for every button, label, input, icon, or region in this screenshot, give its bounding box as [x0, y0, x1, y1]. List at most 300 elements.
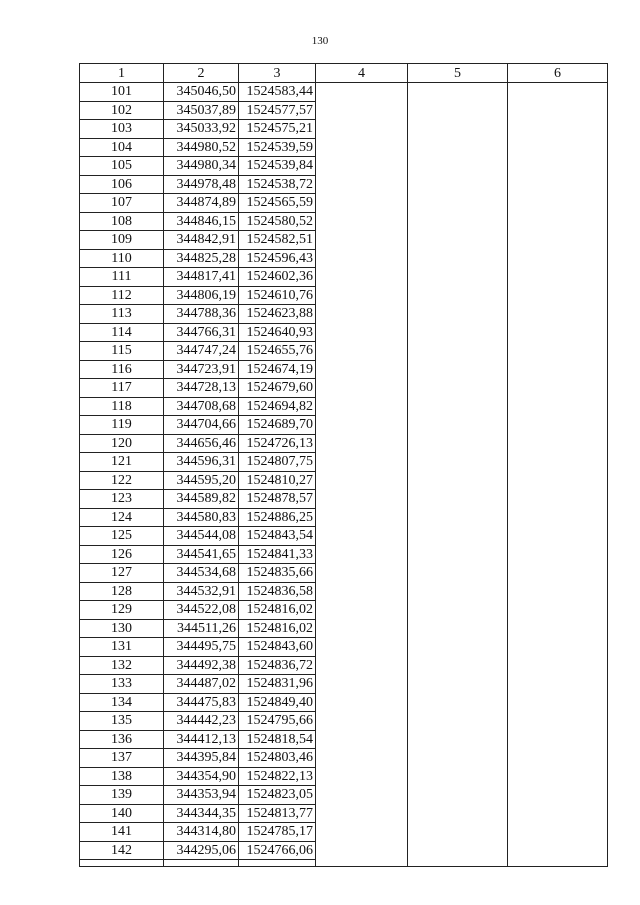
x-coordinate-cell: 344541,65 [164, 545, 239, 564]
empty-cell [239, 860, 316, 867]
empty-cell [408, 527, 508, 546]
y-coordinate-cell: 1524694,82 [239, 397, 316, 416]
empty-cell [408, 286, 508, 305]
y-coordinate-cell: 1524538,72 [239, 175, 316, 194]
table-row [80, 101, 608, 120]
point-number-cell: 135 [80, 712, 164, 731]
y-coordinate-cell: 1524610,76 [239, 286, 316, 305]
empty-cell [316, 786, 408, 805]
empty-cell [316, 527, 408, 546]
table-body [80, 83, 608, 867]
empty-cell [508, 693, 608, 712]
x-coordinate-cell: 344442,23 [164, 712, 239, 731]
point-number-cell: 134 [80, 693, 164, 712]
table-row [80, 379, 608, 398]
empty-cell [316, 841, 408, 860]
point-number-cell: 105 [80, 157, 164, 176]
x-coordinate-cell: 344723,91 [164, 360, 239, 379]
x-coordinate-cell: 344589,82 [164, 490, 239, 509]
table-row [80, 527, 608, 546]
empty-cell [408, 471, 508, 490]
x-coordinate-cell: 344580,83 [164, 508, 239, 527]
empty-cell [508, 342, 608, 361]
y-coordinate-cell: 1524602,36 [239, 268, 316, 287]
empty-cell [316, 397, 408, 416]
page-number: 130 [311, 35, 329, 47]
empty-cell [508, 471, 608, 490]
table-row [80, 194, 608, 213]
x-coordinate-cell: 344314,80 [164, 823, 239, 842]
empty-cell [316, 434, 408, 453]
x-coordinate-cell: 344817,41 [164, 268, 239, 287]
empty-cell [164, 860, 239, 867]
table-row [80, 157, 608, 176]
table-row [80, 508, 608, 527]
x-coordinate-cell: 344656,46 [164, 434, 239, 453]
table-row [80, 175, 608, 194]
empty-cell [508, 823, 608, 842]
empty-cell [316, 157, 408, 176]
point-number-cell: 113 [80, 305, 164, 324]
empty-cell [408, 360, 508, 379]
point-number-cell: 102 [80, 101, 164, 120]
empty-cell [408, 249, 508, 268]
empty-cell [408, 582, 508, 601]
empty-cell [508, 786, 608, 805]
y-coordinate-cell: 1524813,77 [239, 804, 316, 823]
table-row [80, 323, 608, 342]
y-coordinate-cell: 1524843,54 [239, 527, 316, 546]
empty-cell [316, 767, 408, 786]
y-coordinate-cell: 1524596,43 [239, 249, 316, 268]
empty-cell [408, 434, 508, 453]
table-row [80, 305, 608, 324]
y-coordinate-cell: 1524689,70 [239, 416, 316, 435]
point-number-cell: 123 [80, 490, 164, 509]
empty-cell [508, 527, 608, 546]
y-coordinate-cell: 1524807,75 [239, 453, 316, 472]
x-coordinate-cell: 344978,48 [164, 175, 239, 194]
empty-cell [316, 804, 408, 823]
y-coordinate-cell: 1524803,46 [239, 749, 316, 768]
empty-cell [508, 730, 608, 749]
y-coordinate-cell: 1524823,05 [239, 786, 316, 805]
empty-cell [508, 656, 608, 675]
point-number-cell: 107 [80, 194, 164, 213]
empty-cell [508, 619, 608, 638]
empty-cell [408, 379, 508, 398]
y-coordinate-cell: 1524679,60 [239, 379, 316, 398]
header-row [80, 64, 608, 83]
empty-cell [508, 360, 608, 379]
empty-cell [408, 416, 508, 435]
table-bottom-row [80, 860, 608, 867]
empty-cell [508, 83, 608, 102]
empty-cell [508, 397, 608, 416]
empty-cell [508, 323, 608, 342]
table-header [80, 64, 608, 83]
point-number-cell: 106 [80, 175, 164, 194]
y-coordinate-cell: 1524822,13 [239, 767, 316, 786]
point-number-cell: 132 [80, 656, 164, 675]
x-coordinate-cell: 344412,13 [164, 730, 239, 749]
empty-cell [408, 693, 508, 712]
y-coordinate-cell: 1524795,66 [239, 712, 316, 731]
table-row [80, 342, 608, 361]
empty-cell [408, 157, 508, 176]
empty-cell [316, 453, 408, 472]
table-row [80, 804, 608, 823]
table-row [80, 675, 608, 694]
empty-cell [316, 656, 408, 675]
point-number-cell: 116 [80, 360, 164, 379]
empty-cell [508, 860, 608, 867]
point-number-cell: 112 [80, 286, 164, 305]
empty-cell [316, 860, 408, 867]
point-number-cell: 139 [80, 786, 164, 805]
x-coordinate-cell: 344842,91 [164, 231, 239, 250]
empty-cell [508, 545, 608, 564]
x-coordinate-cell: 344708,68 [164, 397, 239, 416]
empty-cell [408, 508, 508, 527]
empty-cell [408, 268, 508, 287]
empty-cell [408, 656, 508, 675]
empty-cell [508, 120, 608, 139]
empty-cell [408, 619, 508, 638]
empty-cell [408, 749, 508, 768]
y-coordinate-cell: 1524565,59 [239, 194, 316, 213]
empty-cell [408, 675, 508, 694]
empty-cell [408, 138, 508, 157]
table-row [80, 453, 608, 472]
point-number-cell: 111 [80, 268, 164, 287]
empty-cell [408, 712, 508, 731]
empty-cell [316, 101, 408, 120]
empty-cell [408, 397, 508, 416]
y-coordinate-cell: 1524878,57 [239, 490, 316, 509]
point-number-cell: 122 [80, 471, 164, 490]
table-row [80, 693, 608, 712]
x-coordinate-cell: 344544,08 [164, 527, 239, 546]
table-row [80, 286, 608, 305]
empty-cell [316, 212, 408, 231]
empty-cell [316, 194, 408, 213]
x-coordinate-cell: 344475,83 [164, 693, 239, 712]
y-coordinate-cell: 1524582,51 [239, 231, 316, 250]
x-coordinate-cell: 344595,20 [164, 471, 239, 490]
empty-cell [508, 194, 608, 213]
empty-cell [408, 823, 508, 842]
point-number-cell: 119 [80, 416, 164, 435]
y-coordinate-cell: 1524575,21 [239, 120, 316, 139]
point-number-cell: 109 [80, 231, 164, 250]
empty-cell [316, 323, 408, 342]
x-coordinate-cell: 344704,66 [164, 416, 239, 435]
empty-cell [408, 490, 508, 509]
table-row [80, 268, 608, 287]
x-coordinate-cell: 344532,91 [164, 582, 239, 601]
empty-cell [408, 804, 508, 823]
empty-cell [408, 601, 508, 620]
empty-cell [316, 268, 408, 287]
empty-cell [408, 453, 508, 472]
empty-cell [508, 767, 608, 786]
table-row [80, 767, 608, 786]
y-coordinate-cell: 1524785,17 [239, 823, 316, 842]
x-coordinate-cell: 344487,02 [164, 675, 239, 694]
point-number-cell: 104 [80, 138, 164, 157]
table-row [80, 545, 608, 564]
x-coordinate-cell: 344344,35 [164, 804, 239, 823]
y-coordinate-cell: 1524816,02 [239, 619, 316, 638]
x-coordinate-cell: 344728,13 [164, 379, 239, 398]
y-coordinate-cell: 1524836,72 [239, 656, 316, 675]
point-number-cell: 103 [80, 120, 164, 139]
y-coordinate-cell: 1524835,66 [239, 564, 316, 583]
empty-cell [508, 138, 608, 157]
point-number-cell: 121 [80, 453, 164, 472]
empty-cell [316, 305, 408, 324]
header-col-2: 2 [164, 64, 239, 83]
y-coordinate-cell: 1524583,44 [239, 83, 316, 102]
empty-cell [508, 601, 608, 620]
header-col-6: 6 [508, 64, 608, 83]
x-coordinate-cell: 344766,31 [164, 323, 239, 342]
empty-cell [408, 323, 508, 342]
empty-cell [508, 212, 608, 231]
table-row [80, 138, 608, 157]
table-row [80, 212, 608, 231]
empty-cell [508, 841, 608, 860]
empty-cell [508, 231, 608, 250]
table-row [80, 730, 608, 749]
y-coordinate-cell: 1524577,57 [239, 101, 316, 120]
point-number-cell: 133 [80, 675, 164, 694]
empty-cell [508, 582, 608, 601]
header-col-4: 4 [316, 64, 408, 83]
x-coordinate-cell: 344806,19 [164, 286, 239, 305]
empty-cell [316, 342, 408, 361]
table-row [80, 638, 608, 657]
table-row [80, 120, 608, 139]
empty-cell [316, 545, 408, 564]
table-row [80, 490, 608, 509]
y-coordinate-cell: 1524623,88 [239, 305, 316, 324]
empty-cell [408, 231, 508, 250]
point-number-cell: 136 [80, 730, 164, 749]
x-coordinate-cell: 344495,75 [164, 638, 239, 657]
empty-cell [508, 508, 608, 527]
point-number-cell: 129 [80, 601, 164, 620]
y-coordinate-cell: 1524841,33 [239, 545, 316, 564]
table-row [80, 786, 608, 805]
empty-cell [408, 638, 508, 657]
x-coordinate-cell: 344980,52 [164, 138, 239, 157]
table-row [80, 601, 608, 620]
x-coordinate-cell: 344353,94 [164, 786, 239, 805]
empty-cell [508, 416, 608, 435]
x-coordinate-cell: 344747,24 [164, 342, 239, 361]
empty-cell [408, 841, 508, 860]
table-row [80, 360, 608, 379]
y-coordinate-cell: 1524836,58 [239, 582, 316, 601]
y-coordinate-cell: 1524849,40 [239, 693, 316, 712]
point-number-cell: 120 [80, 434, 164, 453]
y-coordinate-cell: 1524726,13 [239, 434, 316, 453]
x-coordinate-cell: 344522,08 [164, 601, 239, 620]
table-row [80, 231, 608, 250]
point-number-cell: 138 [80, 767, 164, 786]
empty-cell [316, 120, 408, 139]
x-coordinate-cell: 344354,90 [164, 767, 239, 786]
point-number-cell: 142 [80, 841, 164, 860]
empty-cell [408, 305, 508, 324]
table-row [80, 712, 608, 731]
y-coordinate-cell: 1524843,60 [239, 638, 316, 657]
empty-cell [508, 175, 608, 194]
empty-cell [508, 749, 608, 768]
point-number-cell: 141 [80, 823, 164, 842]
empty-cell [316, 231, 408, 250]
table-row [80, 564, 608, 583]
empty-cell [80, 860, 164, 867]
table-row [80, 416, 608, 435]
empty-cell [408, 786, 508, 805]
empty-cell [508, 490, 608, 509]
empty-cell [316, 138, 408, 157]
point-number-cell: 118 [80, 397, 164, 416]
empty-cell [316, 823, 408, 842]
x-coordinate-cell: 344980,34 [164, 157, 239, 176]
x-coordinate-cell: 345033,92 [164, 120, 239, 139]
empty-cell [316, 471, 408, 490]
table-row [80, 841, 608, 860]
empty-cell [408, 120, 508, 139]
empty-cell [508, 305, 608, 324]
table-row [80, 249, 608, 268]
empty-cell [508, 675, 608, 694]
table-row [80, 749, 608, 768]
y-coordinate-cell: 1524580,52 [239, 212, 316, 231]
empty-cell [408, 175, 508, 194]
x-coordinate-cell: 344295,06 [164, 841, 239, 860]
x-coordinate-cell: 344534,68 [164, 564, 239, 583]
point-number-cell: 131 [80, 638, 164, 657]
table-row [80, 582, 608, 601]
empty-cell [508, 379, 608, 398]
empty-cell [508, 453, 608, 472]
empty-cell [508, 286, 608, 305]
empty-cell [408, 83, 508, 102]
y-coordinate-cell: 1524831,96 [239, 675, 316, 694]
point-number-cell: 124 [80, 508, 164, 527]
point-number-cell: 127 [80, 564, 164, 583]
empty-cell [508, 157, 608, 176]
table-row [80, 823, 608, 842]
empty-cell [316, 601, 408, 620]
empty-cell [408, 212, 508, 231]
point-number-cell: 126 [80, 545, 164, 564]
point-number-cell: 110 [80, 249, 164, 268]
x-coordinate-cell: 344874,89 [164, 194, 239, 213]
x-coordinate-cell: 344825,28 [164, 249, 239, 268]
empty-cell [316, 83, 408, 102]
point-number-cell: 117 [80, 379, 164, 398]
empty-cell [408, 194, 508, 213]
empty-cell [408, 730, 508, 749]
header-col-5: 5 [408, 64, 508, 83]
y-coordinate-cell: 1524886,25 [239, 508, 316, 527]
empty-cell [508, 434, 608, 453]
y-coordinate-cell: 1524766,06 [239, 841, 316, 860]
empty-cell [508, 638, 608, 657]
point-number-cell: 101 [80, 83, 164, 102]
point-number-cell: 140 [80, 804, 164, 823]
empty-cell [316, 175, 408, 194]
table-row [80, 656, 608, 675]
point-number-cell: 115 [80, 342, 164, 361]
empty-cell [316, 490, 408, 509]
table-row [80, 471, 608, 490]
empty-cell [508, 712, 608, 731]
point-number-cell: 108 [80, 212, 164, 231]
table-row [80, 434, 608, 453]
empty-cell [316, 712, 408, 731]
y-coordinate-cell: 1524640,93 [239, 323, 316, 342]
y-coordinate-cell: 1524539,84 [239, 157, 316, 176]
x-coordinate-cell: 344596,31 [164, 453, 239, 472]
empty-cell [316, 379, 408, 398]
empty-cell [408, 101, 508, 120]
empty-cell [316, 286, 408, 305]
x-coordinate-cell: 344846,15 [164, 212, 239, 231]
x-coordinate-cell: 345046,50 [164, 83, 239, 102]
point-number-cell: 125 [80, 527, 164, 546]
header-col-1: 1 [80, 64, 164, 83]
y-coordinate-cell: 1524655,76 [239, 342, 316, 361]
coordinates-table [79, 63, 608, 867]
point-number-cell: 137 [80, 749, 164, 768]
empty-cell [408, 767, 508, 786]
empty-cell [508, 564, 608, 583]
empty-cell [508, 101, 608, 120]
point-number-cell: 130 [80, 619, 164, 638]
y-coordinate-cell: 1524810,27 [239, 471, 316, 490]
empty-cell [408, 564, 508, 583]
empty-cell [316, 360, 408, 379]
empty-cell [316, 416, 408, 435]
x-coordinate-cell: 344492,38 [164, 656, 239, 675]
table-row [80, 83, 608, 102]
y-coordinate-cell: 1524674,19 [239, 360, 316, 379]
empty-cell [316, 582, 408, 601]
empty-cell [316, 638, 408, 657]
empty-cell [408, 860, 508, 867]
table-row [80, 619, 608, 638]
empty-cell [508, 268, 608, 287]
empty-cell [316, 749, 408, 768]
x-coordinate-cell: 344511,26 [164, 619, 239, 638]
empty-cell [316, 693, 408, 712]
empty-cell [508, 804, 608, 823]
empty-cell [408, 342, 508, 361]
empty-cell [508, 249, 608, 268]
empty-cell [316, 619, 408, 638]
empty-cell [316, 730, 408, 749]
table-row [80, 397, 608, 416]
empty-cell [316, 564, 408, 583]
empty-cell [316, 508, 408, 527]
